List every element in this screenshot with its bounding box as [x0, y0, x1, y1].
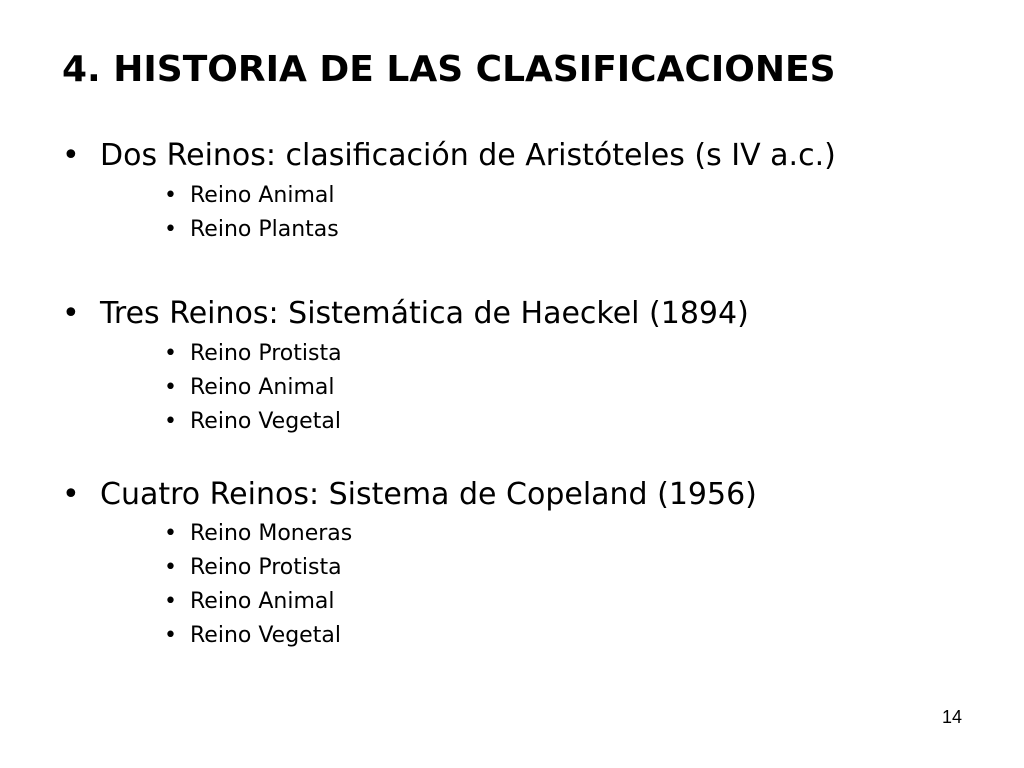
bullet-icon: • — [164, 375, 177, 400]
bullet-icon: • — [62, 477, 80, 512]
bullet-icon: • — [164, 555, 177, 580]
section-heading-text: Cuatro Reinos: Sistema de Copeland (1956) — [100, 477, 757, 512]
list-item — [164, 520, 352, 548]
list-item-text: Reino Moneras — [190, 521, 353, 546]
bullet-icon: • — [62, 138, 80, 173]
list-item — [164, 340, 342, 368]
bullet-icon: • — [164, 217, 177, 242]
bullet-icon: • — [164, 521, 177, 546]
page-number: 14 — [941, 707, 962, 727]
list-item-text: Reino Protista — [190, 341, 342, 366]
list-item-text: Reino Protista — [190, 555, 342, 580]
list-item — [164, 622, 341, 650]
list-item-text: Reino Animal — [190, 183, 335, 208]
section-heading-text: Dos Reinos: clasificación de Aristóteles (s IV a.c.) — [100, 138, 836, 173]
bullet-icon: • — [164, 409, 177, 434]
list-item — [164, 216, 339, 244]
bullet-icon: • — [164, 341, 177, 366]
section-heading-cuatro-reinos — [62, 477, 757, 513]
section-heading-text: Tres Reinos: Sistemática de Haeckel (1894) — [100, 296, 749, 331]
list-item — [164, 554, 342, 582]
list-item-text: Reino Animal — [190, 589, 335, 614]
slide-title: 4. HISTORIA DE LAS CLASIFICACIONES — [62, 49, 836, 90]
list-item-text: Reino Vegetal — [190, 409, 341, 434]
list-item-text: Reino Vegetal — [190, 623, 341, 648]
bullet-icon: • — [164, 183, 177, 208]
list-item — [164, 182, 334, 210]
list-item — [164, 588, 334, 616]
list-item-text: Reino Animal — [190, 375, 335, 400]
bullet-icon: • — [164, 623, 177, 648]
section-heading-dos-reinos — [62, 138, 836, 174]
bullet-icon: • — [62, 296, 80, 331]
list-item — [164, 408, 341, 436]
list-item — [164, 374, 334, 402]
section-heading-tres-reinos — [62, 296, 749, 332]
bullet-icon: • — [164, 589, 177, 614]
list-item-text: Reino Plantas — [190, 217, 339, 242]
